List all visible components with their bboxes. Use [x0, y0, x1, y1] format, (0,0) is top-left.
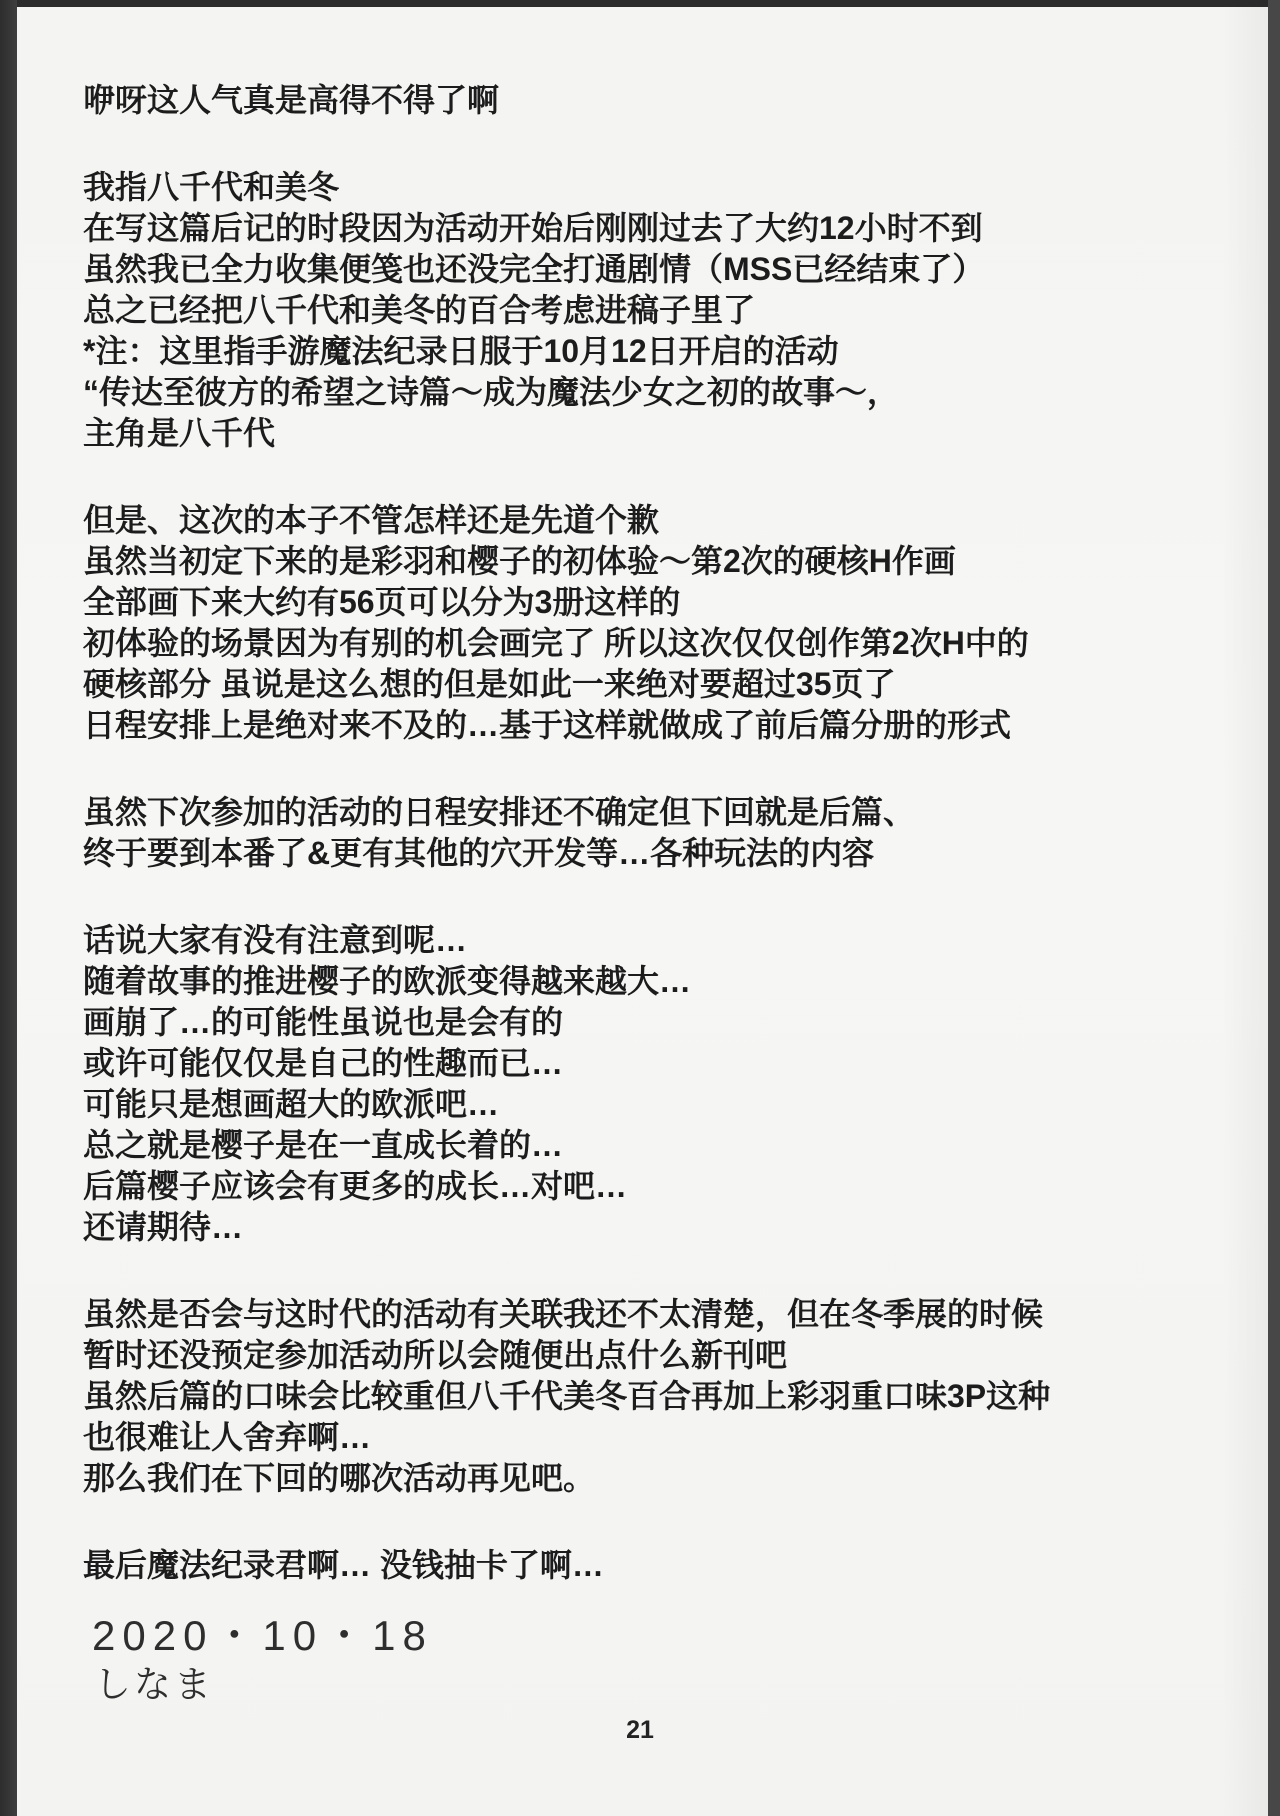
text-line: 暂时还没预定参加活动所以会随便出点什么新刊吧 [83, 1337, 788, 1373]
paragraph [83, 1294, 1203, 1499]
author-signature: しなま [94, 1664, 214, 1705]
date-text: 2020・10・18 [92, 1612, 433, 1659]
paragraph [83, 167, 1203, 454]
scan-shadow [1222, 0, 1268, 1816]
text-line: 后篇樱子应该会有更多的成长…对吧… [83, 1168, 628, 1204]
text-line: 在写这篇后记的时段因为活动开始后刚刚过去了大约12小时不到 [83, 210, 983, 246]
text-line: 可能只是想画超大的欧派吧… [83, 1086, 500, 1122]
text-line: 还请期待… [83, 1209, 244, 1245]
afterword-text [83, 80, 1203, 1632]
text-line: 随着故事的推进樱子的欧派变得越来越大… [83, 963, 692, 999]
text-line: 总之已经把八千代和美冬的百合考虑进稿子里了 [83, 292, 756, 328]
text-line: 日程安排上是绝对来不及的…基于这样就做成了前后篇分册的形式 [83, 707, 1012, 743]
text-line: 虽然当初定下来的是彩羽和樱子的初体验～第2次的硬核H作画 [83, 543, 956, 579]
text-line: *注：这里指手游魔法纪录日服于10月12日开启的活动 [83, 333, 839, 369]
text-line: 我指八千代和美冬 [83, 169, 340, 205]
text-line: 最后魔法纪录君啊… 没钱抽卡了啊… [83, 1547, 604, 1583]
text-line: 终于要到本番了&更有其他的穴开发等…各种玩法的内容 [83, 835, 875, 871]
text-line: 话说大家有没有注意到呢… [83, 922, 468, 958]
paragraph [83, 80, 1203, 121]
text-line: 画崩了…的可能性虽说也是会有的 [83, 1004, 564, 1040]
text-line: 全部画下来大约有56页可以分为3册这样的 [83, 584, 681, 620]
page-number: 21 [626, 1716, 654, 1744]
paragraph [83, 1545, 1203, 1586]
text-line: 初体验的场景因为有别的机会画完了 所以这次仅仅创作第2次H中的 [83, 625, 1029, 661]
paragraph [83, 792, 1203, 874]
text-line: 硬核部分 虽说是这么想的但是如此一来绝对要超过35页了 [83, 666, 896, 702]
paragraph [83, 500, 1203, 746]
text-line: 也很难让人舍弃啊… [83, 1419, 372, 1455]
text-line: 但是、这次的本子不管怎样还是先道个歉 [83, 502, 660, 538]
text-line: 那么我们在下回的哪次活动再见吧。 [83, 1460, 596, 1496]
text-line: 虽然我已全力收集便笺也还没完全打通剧情（MSS已经结束了） [83, 251, 985, 287]
text-line: 或许可能仅仅是自己的性趣而已… [83, 1045, 564, 1081]
scan-edge-top [0, 0, 1280, 7]
scan-edge-left [0, 0, 17, 1816]
text-line: 虽然下次参加的活动的日程安排还不确定但下回就是后篇、 [83, 794, 916, 830]
text-line: “传达至彼方的希望之诗篇～成为魔法少女之初的故事～， [83, 374, 900, 410]
paragraph [83, 920, 1203, 1248]
text-line: 虽然后篇的口味会比较重但八千代美冬百合再加上彩羽重口味3P这种 [83, 1378, 1051, 1414]
text-line: 虽然是否会与这时代的活动有关联我还不太清楚，但在冬季展的时候 [83, 1296, 1044, 1332]
text-line: 咿呀这人气真是高得不得了啊 [83, 82, 500, 118]
text-line: 主角是八千代 [83, 415, 276, 451]
text-line: 总之就是樱子是在一直成长着的… [83, 1127, 564, 1163]
scan-edge-right [1268, 0, 1280, 1816]
